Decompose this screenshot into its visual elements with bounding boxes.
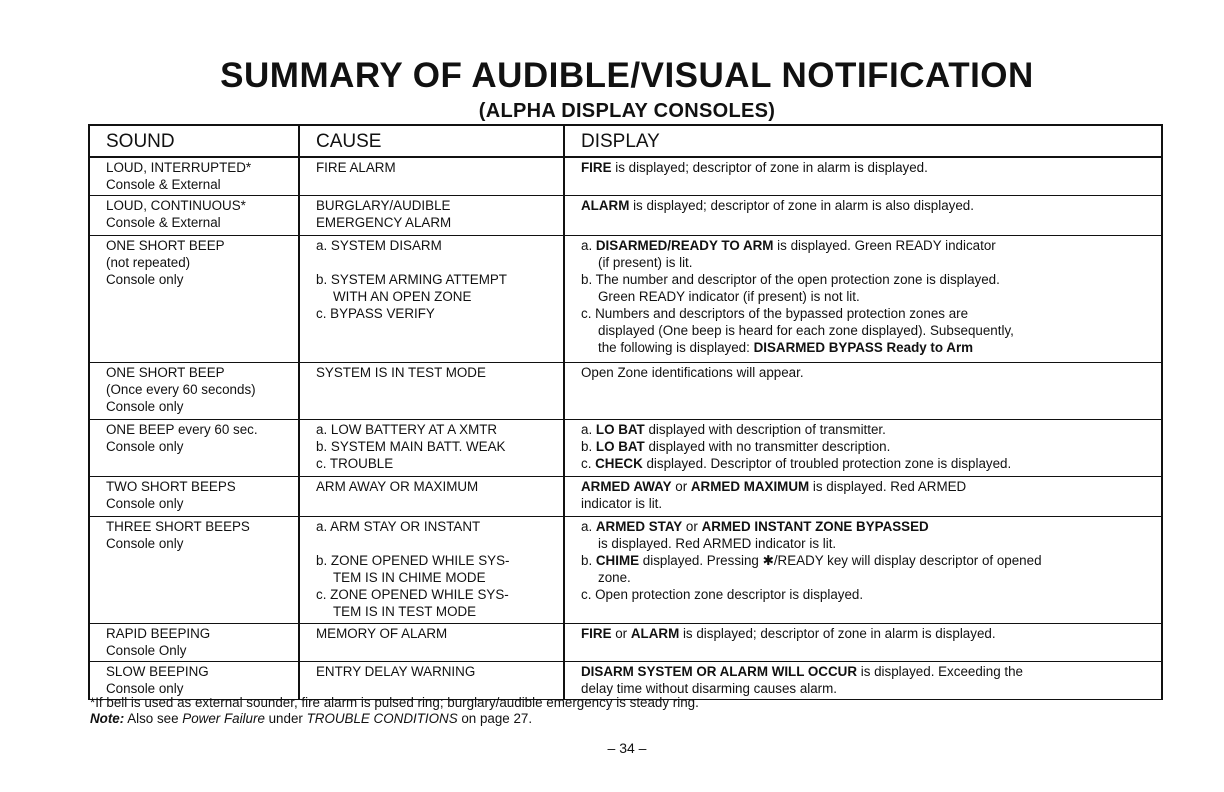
sound-cell [89, 662, 299, 700]
cause-cell [299, 624, 564, 662]
display-cell [564, 196, 1162, 236]
display-text: or [611, 626, 631, 641]
sound-cell [89, 157, 299, 196]
display-text: c. Numbers and descriptors of the bypassed protection zones are [581, 306, 969, 321]
sound-line: Console only [106, 496, 184, 511]
cause-line: MEMORY OF ALARM [316, 626, 448, 641]
display-bold: LO BAT [595, 422, 645, 437]
note-italic: TROUBLE CONDITIONS [306, 711, 458, 726]
cause-line: b. SYSTEM MAIN BATT. WEAK [316, 439, 506, 454]
sound-line: Console only [106, 536, 184, 551]
cause-line: a. SYSTEM DISARM [316, 238, 442, 253]
cause-cell [299, 420, 564, 477]
display-bold: ARMED MAXIMUM [690, 479, 810, 494]
sound-line: Console & External [106, 177, 221, 192]
display-bold: FIRE [581, 626, 612, 641]
cause-cell [299, 157, 564, 196]
display-bold: ARMED INSTANT ZONE BYPASSED [701, 519, 929, 534]
display-text: c. [581, 456, 596, 471]
display-bold: ARMED STAY [595, 519, 683, 534]
note-text: Also see [124, 711, 183, 726]
cause-line: ARM AWAY OR MAXIMUM [316, 479, 479, 494]
sound-line: Console Only [106, 643, 187, 658]
cause-line: SYSTEM IS IN TEST MODE [316, 365, 486, 380]
sound-cell [89, 236, 299, 363]
table-row [89, 420, 1162, 477]
header-display: DISPLAY [564, 125, 1162, 157]
table-row [89, 477, 1162, 517]
display-text: delay time without disarming causes alarm. [581, 681, 838, 696]
display-text: Green READY indicator (if present) is not lit. [598, 289, 860, 304]
cause-line: TEM IS IN CHIME MODE [333, 570, 486, 585]
footer-notes [90, 695, 699, 727]
cause-line: WITH AN OPEN ZONE [333, 289, 472, 304]
cause-line: b. ZONE OPENED WHILE SYS- [316, 553, 510, 568]
display-text: the following is displayed: [598, 340, 754, 355]
table-row [89, 624, 1162, 662]
cause-cell [299, 517, 564, 624]
display-text: zone. [598, 570, 631, 585]
cause-line: ENTRY DELAY WARNING [316, 664, 476, 679]
note-line [90, 711, 699, 727]
cause-line: a. ARM STAY OR INSTANT [316, 519, 481, 534]
sound-line: TWO SHORT BEEPS [106, 479, 236, 494]
display-text: b. [581, 553, 596, 568]
display-text: a. [581, 238, 596, 253]
display-cell [564, 363, 1162, 420]
note-text: under [264, 711, 307, 726]
cause-cell [299, 196, 564, 236]
cause-line: b. SYSTEM ARMING ATTEMPT [316, 272, 507, 287]
page-subtitle: (ALPHA DISPLAY CONSOLES) [478, 100, 776, 122]
sound-cell [89, 624, 299, 662]
sound-line: (not repeated) [106, 255, 191, 270]
header-cause: CAUSE [299, 125, 564, 157]
sound-line: ONE SHORT BEEP [106, 238, 225, 253]
display-bold: ALARM [630, 626, 680, 641]
cause-cell [299, 363, 564, 420]
table-row [89, 236, 1162, 363]
sound-line: ONE SHORT BEEP [106, 365, 225, 380]
display-text: Open Zone identifications will appear. [581, 365, 804, 380]
display-text: is displayed; descriptor of zone in alarm is also displayed. [629, 198, 974, 213]
note-italic: Power Failure [182, 711, 265, 726]
cause-line: TEM IS IN TEST MODE [333, 604, 477, 619]
cause-line: a. LOW BATTERY AT A XMTR [316, 422, 498, 437]
display-text: a. [581, 519, 596, 534]
display-cell [564, 420, 1162, 477]
table-row [89, 196, 1162, 236]
sound-cell [89, 363, 299, 420]
display-cell [564, 624, 1162, 662]
display-cell [564, 477, 1162, 517]
page-number: – 34 – [607, 740, 647, 756]
display-text: is displayed; descriptor of zone in alarm is displayed. [611, 160, 928, 175]
table-header-row [89, 125, 1162, 157]
display-text: b. [581, 439, 596, 454]
display-text: displayed with no transmitter description. [644, 439, 891, 454]
cause-line: EMERGENCY ALARM [316, 215, 452, 230]
sound-line: Console only [106, 272, 184, 287]
display-bold: LO BAT [595, 439, 645, 454]
display-text: or [671, 479, 691, 494]
sound-line: LOUD, CONTINUOUS* [106, 198, 246, 213]
sound-line: SLOW BEEPING [106, 664, 209, 679]
display-bold: ALARM [581, 198, 630, 213]
table-row [89, 157, 1162, 196]
display-bold: DISARM SYSTEM OR ALARM WILL OCCUR [581, 664, 857, 679]
display-text: or [682, 519, 702, 534]
display-cell [564, 517, 1162, 624]
display-text: is displayed. Green READY indicator [773, 238, 996, 253]
cause-cell [299, 236, 564, 363]
display-text: displayed. Pressing ✱/READY key will display descriptor of opened [639, 553, 1042, 568]
display-cell [564, 662, 1162, 700]
display-bold: CHIME [595, 553, 640, 568]
cause-line: c. ZONE OPENED WHILE SYS- [316, 587, 509, 602]
sound-cell [89, 196, 299, 236]
cause-line: c. BYPASS VERIFY [316, 306, 435, 321]
display-text: is displayed. Red ARMED [809, 479, 967, 494]
display-text: is displayed. Red ARMED indicator is lit. [598, 536, 837, 551]
cause-cell [299, 477, 564, 517]
cause-line: FIRE ALARM [316, 160, 396, 175]
sound-line: Console & External [106, 215, 221, 230]
footnote: *If bell is used as external sounder, fire alarm is pulsed ring; burglary/audible emergency is steady ring. [90, 695, 699, 710]
sound-line: THREE SHORT BEEPS [106, 519, 250, 534]
sound-cell [89, 517, 299, 624]
notification-table [88, 124, 1163, 700]
header-sound: SOUND [89, 125, 299, 157]
table-row [89, 662, 1162, 700]
sound-line: RAPID BEEPING [106, 626, 211, 641]
display-text: displayed with description of transmitter. [644, 422, 886, 437]
sound-line: ONE BEEP every 60 sec. [106, 422, 258, 437]
table-row [89, 363, 1162, 420]
display-bold: FIRE [581, 160, 612, 175]
display-text: displayed (One beep is heard for each zone displayed). Subsequently, [598, 323, 1014, 338]
note-text: on page 27. [457, 711, 533, 726]
display-text: is displayed. Exceeding the [857, 664, 1023, 679]
sound-line: (Once every 60 seconds) [106, 382, 256, 397]
display-bold: DISARMED BYPASS Ready to Arm [753, 340, 974, 355]
sound-line: Console only [106, 399, 184, 414]
cause-line: BURGLARY/AUDIBLE [316, 198, 451, 213]
display-bold: DISARMED/READY TO ARM [595, 238, 774, 253]
cause-cell [299, 662, 564, 700]
display-text: displayed. Descriptor of troubled protection zone is displayed. [642, 456, 1012, 471]
sound-cell [89, 420, 299, 477]
display-bold: ARMED AWAY [581, 479, 672, 494]
sound-cell [89, 477, 299, 517]
cause-line: c. TROUBLE [316, 456, 394, 471]
display-text: a. [581, 422, 596, 437]
sound-line: Console only [106, 439, 184, 454]
display-bold: CHECK [595, 456, 643, 471]
page-title: SUMMARY OF AUDIBLE/VISUAL NOTIFICATION [220, 56, 1034, 95]
table-row [89, 517, 1162, 624]
display-text: c. Open protection zone descriptor is displayed. [581, 587, 864, 602]
display-text: is displayed; descriptor of zone in alarm is displayed. [679, 626, 996, 641]
display-text: indicator is lit. [581, 496, 663, 511]
display-text: b. The number and descriptor of the open protection zone is displayed. [581, 272, 1000, 287]
sound-line: LOUD, INTERRUPTED* [106, 160, 252, 175]
sound-line: Console only [106, 681, 184, 696]
display-text: (if present) is lit. [598, 255, 693, 270]
note-label: Note: [90, 711, 125, 726]
display-cell [564, 157, 1162, 196]
display-cell [564, 236, 1162, 363]
